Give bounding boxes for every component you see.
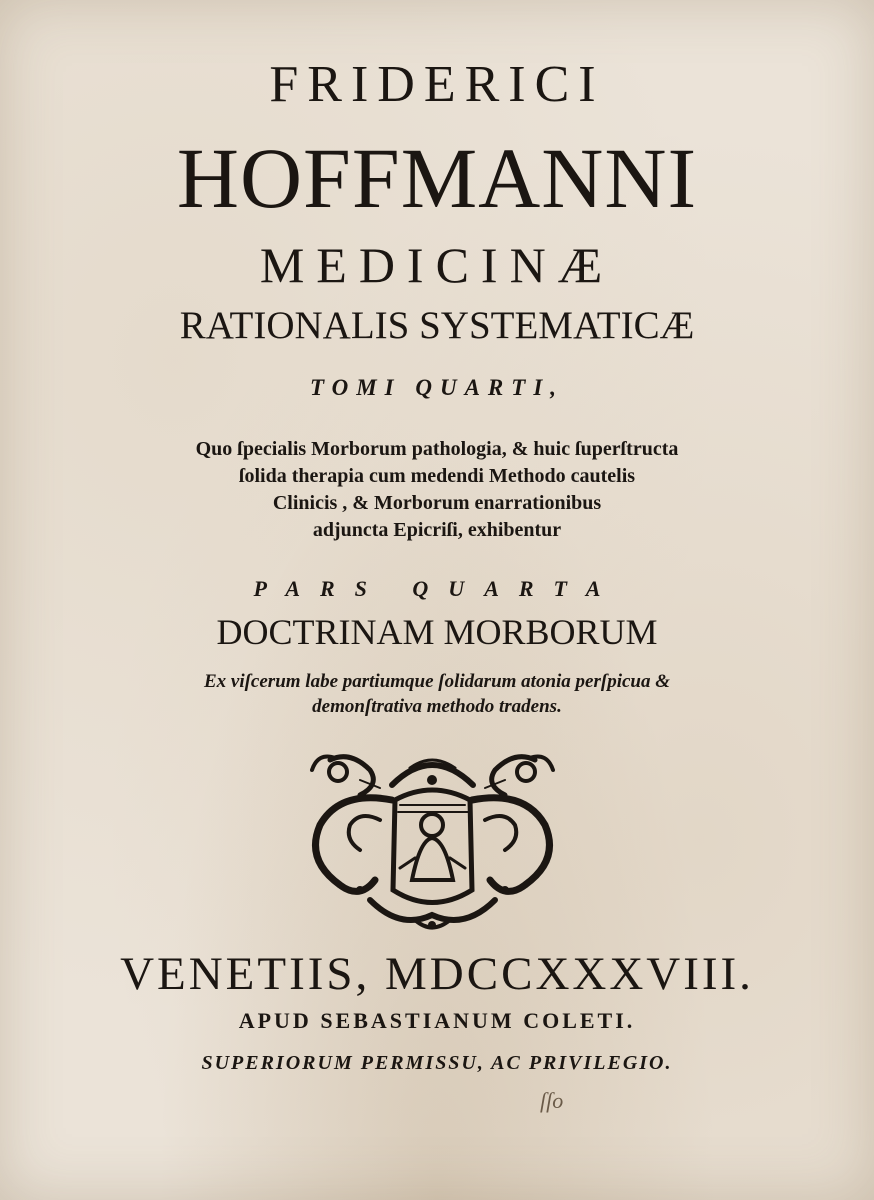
handwritten-mark: ſſo — [540, 1088, 564, 1113]
tome-label: TOMI QUARTI, — [309, 375, 565, 400]
description-line: adjuncta Epicriſi, exhibentur — [312, 519, 562, 541]
part-subtitle-line: Ex viſcerum labe partiumque ſolidarum atonia perſpicua & — [203, 671, 671, 692]
part-subtitle-line: demonſtrativa methodo tradens. — [312, 696, 562, 717]
part-label: PARS QUARTA — [253, 576, 621, 601]
part-title: DOCTRINAM MORBORUM — [216, 612, 658, 652]
work-title-line-2: RATIONALIS SYSTEMATICÆ — [179, 304, 695, 347]
printers-ornament-vignette-icon — [300, 740, 565, 935]
privilege-statement: SUPERIORUM PERMISSU, AC PRIVILEGIO. — [201, 1052, 673, 1074]
publisher: APUD SEBASTIANUM COLETI. — [238, 1008, 636, 1033]
part-subtitle — [100, 669, 774, 719]
author-first-name: FRIDERICI — [269, 56, 605, 113]
author-last-name: HOFFMANNI — [176, 130, 698, 226]
imprint-place-year: VENETIIS, MDCCXXXVIII. — [120, 948, 754, 1000]
description-line: Quo ſpecialis Morborum pathologia, & huic ſuperſtructa — [195, 438, 679, 460]
description-line: Clinicis , & Morborum enarrationibus — [272, 492, 602, 514]
description-paragraph — [100, 436, 774, 544]
description-line: ſolida therapia cum medendi Methodo cautelis — [238, 465, 636, 487]
work-title-line-1: MEDICINÆ — [259, 237, 615, 293]
